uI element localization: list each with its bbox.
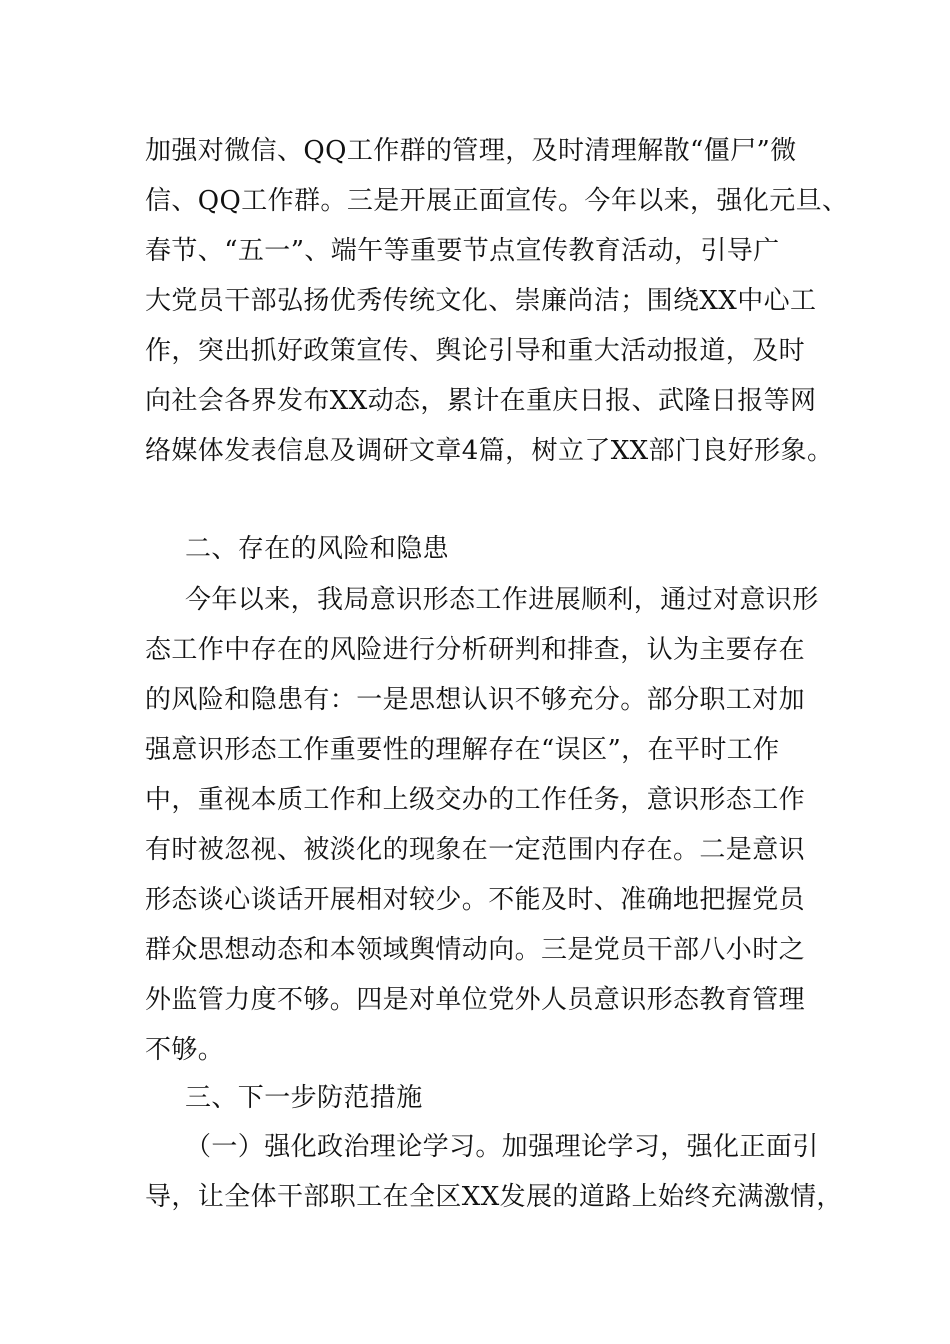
paragraph-line: 导，让全体干部职工在全区XX发展的道路上始终充满激情， xyxy=(145,1182,843,1212)
paragraph-line: 大党员干部弘扬优秀传统文化、崇廉尚洁；围绕XX中心工 xyxy=(145,286,817,316)
paragraph-line: 信、QQ工作群。三是开展正面宣传。今年以来，强化元旦、 xyxy=(145,186,849,216)
paragraph-line: 作，突出抓好政策宣传、舆论引导和重大活动报道，及时 xyxy=(145,336,806,366)
paragraph-line: 强意识形态工作重要性的理解存在“误区”，在平时工作 xyxy=(145,735,780,765)
paragraph-line: 形态谈心谈话开展相对较少。不能及时、准确地把握党员 xyxy=(145,885,806,915)
paragraph-line: 群众思想动态和本领域舆情动向。三是党员干部八小时之 xyxy=(145,935,806,965)
paragraph-line: 今年以来，我局意识形态工作进展顺利，通过对意识形 xyxy=(185,585,819,615)
paragraph-line: 春节、“五一”、端午等重要节点宣传教育活动，引导广 xyxy=(145,236,780,266)
paragraph-line: 络媒体发表信息及调研文章4篇，树立了XX部门良好形象。 xyxy=(145,436,834,466)
paragraph-line: 有时被忽视、被淡化的现象在一定范围内存在。二是意识 xyxy=(145,835,806,865)
paragraph-line: 向社会各界发布XX动态，累计在重庆日报、武隆日报等网 xyxy=(145,386,817,416)
paragraph-line: 不够。 xyxy=(145,1035,225,1065)
paragraph-line: 态工作中存在的风险进行分析研判和排查，认为主要存在 xyxy=(145,635,806,665)
paragraph-line: （一）强化政治理论学习。加强理论学习，强化正面引 xyxy=(185,1132,819,1162)
paragraph-line: 加强对微信、QQ工作群的管理，及时清理解散“僵尸”微 xyxy=(145,136,797,166)
paragraph-line: 中，重视本质工作和上级交办的工作任务，意识形态工作 xyxy=(145,785,806,815)
paragraph-line: 外监管力度不够。四是对单位党外人员意识形态教育管理 xyxy=(145,985,806,1015)
section-heading-measures: 三、下一步防范措施 xyxy=(185,1083,423,1113)
paragraph-line: 的风险和隐患有：一是思想认识不够充分。部分职工对加 xyxy=(145,685,806,715)
section-heading-risks: 二、存在的风险和隐患 xyxy=(185,534,450,564)
